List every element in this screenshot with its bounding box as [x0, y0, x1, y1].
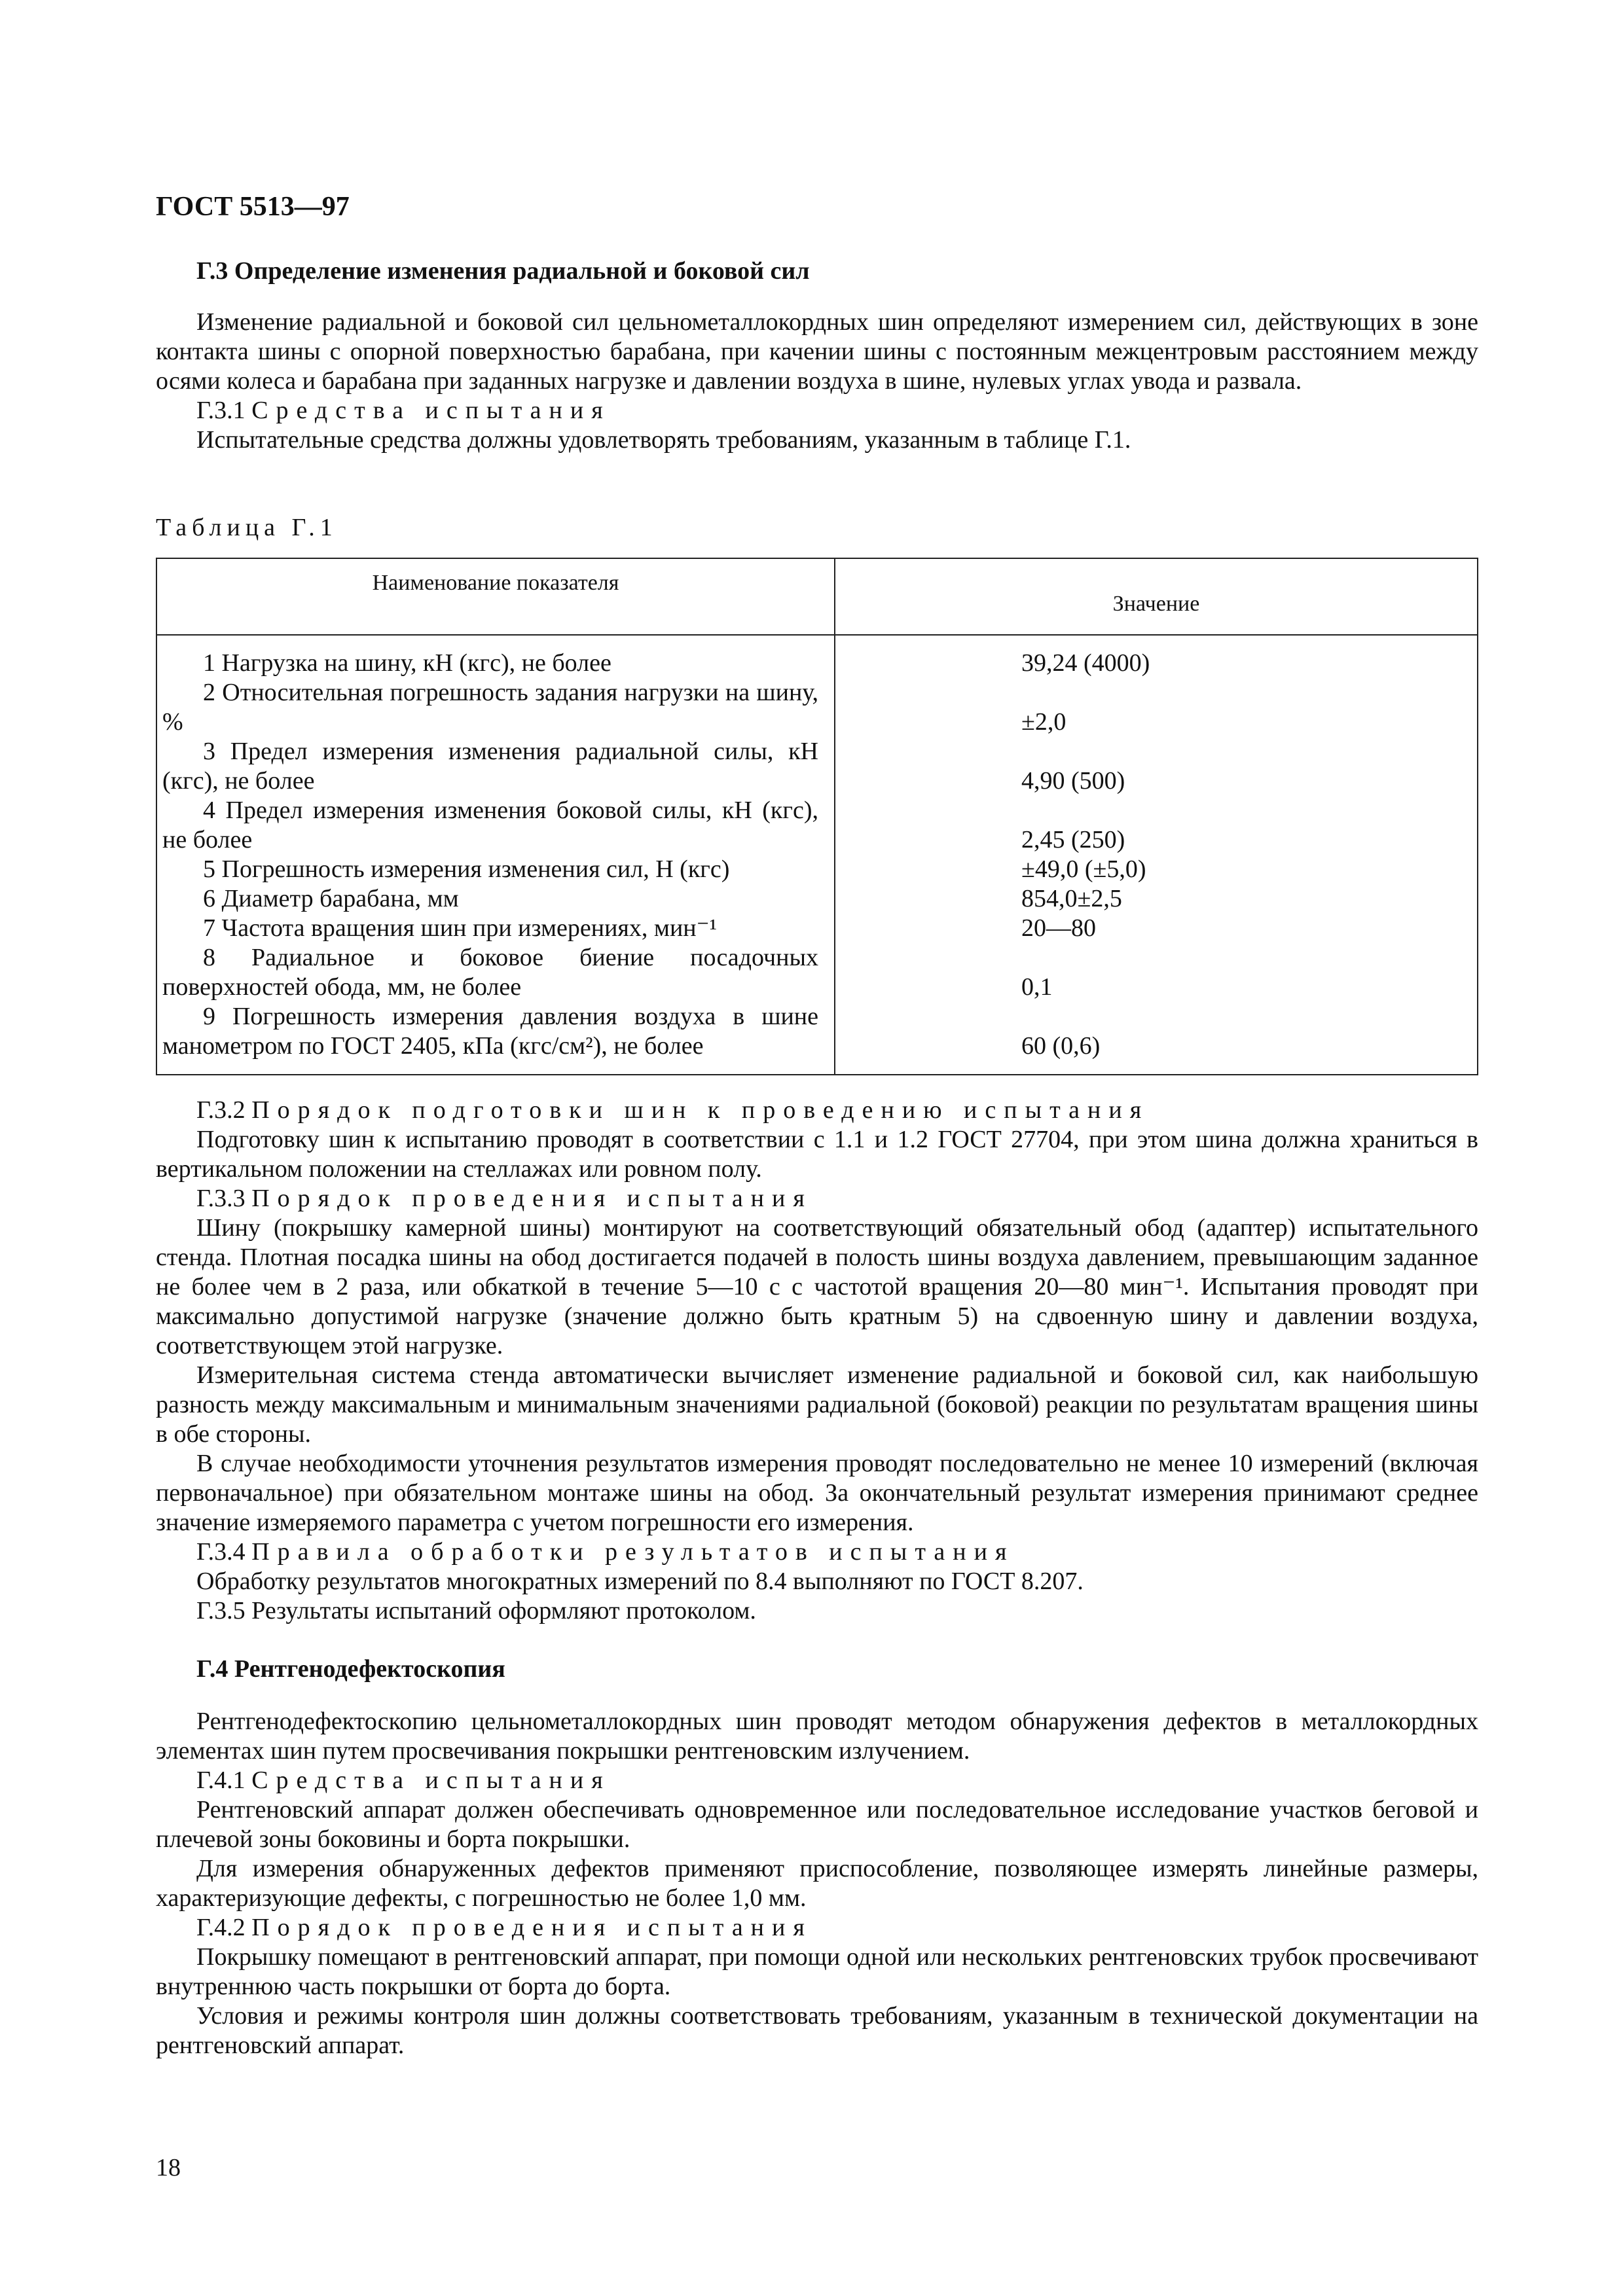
subsection-number: Г.3.1: [196, 397, 246, 424]
row-name: 6 Диаметр барабана, мм: [203, 885, 459, 912]
subsection-heading: [156, 1537, 1478, 1567]
row-name: 5 Погрешность измерения изменения сил, Н (кгс): [203, 855, 730, 883]
paragraph: Шину (покрышку камерной шины) монтируют на соответствующий обязательный обод (адаптер) испытательного стенда. Плотная посадка шины на обод достигается подачей в полость шины воздуха давлением, превышающим заданное не более чем в 2 раза, или обкаткой в течение 5—10 с с частотой вращения 20—80 мин⁻¹. Испытания проводят при максимально допустимой нагрузке (значение должно быть кратным 5) на сдвоенную шину и давлении воздуха, соответствующем этой нагрузке.: [156, 1214, 1478, 1359]
paragraph: Подготовку шин к испытанию проводят в соответствии с 1.1 и 1.2 ГОСТ 27704, при этом шина должна храниться в вертикальном положении на стеллажах или ровном полу.: [156, 1126, 1478, 1183]
table-row: [156, 635, 1478, 678]
subsection-title: Порядок проведения испытания: [251, 1914, 812, 1941]
document-header: ГОСТ 5513—97: [156, 192, 350, 222]
paragraph: Рентгенодефектоскопию цельнометаллокордных шин проводят методом обнаружения дефектов в металлокордных элементах шин путем просвечивания покрышки рентгеновским излучением.: [156, 1708, 1478, 1765]
row-value: 2,45 (250): [835, 796, 1478, 855]
row-value: 0,1: [835, 943, 1478, 1002]
table-row: [156, 737, 1478, 796]
row-name: 1 Нагрузка на шину, кН (кгс), не более: [203, 649, 611, 677]
subsection-title: Порядок проведения испытания: [251, 1185, 812, 1212]
row-value: 20—80: [835, 914, 1478, 943]
section-title-g3: Г.3 Определение изменения радиальной и боковой сил: [196, 257, 810, 285]
subsection-number: Г.3.3: [196, 1185, 246, 1212]
row-value: ±49,0 (±5,0): [835, 855, 1478, 884]
table-header-row: [156, 558, 1478, 635]
row-name: 7 Частота вращения шин при измерениях, мин⁻¹: [203, 914, 718, 942]
subsection-heading: [156, 396, 1478, 425]
row-name: 9 Погрешность измерения давления воздуха в шине манометром по ГОСТ 2405, кПа (кгс/см²), не более: [162, 1003, 818, 1060]
paragraph: Измерительная система стенда автоматически вычисляет изменение радиальной и боковой сил, как наибольшую разность между максимальным и минимальным значениями радиальной (боковой) реакции по результатам вращения шины в обе стороны.: [156, 1361, 1478, 1448]
table-row: [156, 678, 1478, 737]
table-row: [156, 943, 1478, 1002]
specification-table: [156, 558, 1478, 1075]
paragraph: Рентгеновский аппарат должен обеспечивать одновременное или последовательное исследование участков беговой и плечевой зоны боковины и борта покрышки.: [156, 1796, 1478, 1853]
subsection-heading: [156, 1096, 1478, 1125]
section-g3-intro-block: [156, 308, 1478, 455]
table-row: [156, 884, 1478, 914]
section-g3-rest-block: [156, 1096, 1478, 1626]
table-caption: Таблица Г.1: [156, 514, 338, 541]
row-name: 2 Относительная погрешность задания нагрузки на шину, %: [162, 679, 818, 736]
paragraph: Изменение радиальной и боковой сил цельнометаллокордных шин определяют измерением сил, действующих в зоне контакта шины с опорной поверхностью барабана, при качении шины с постоянным межцентровым расстоянием между осями колеса и барабана при заданных нагрузке и давлении воздуха в шине, нулевых углах увода и развала.: [156, 308, 1478, 395]
subsection-title: Порядок подготовки шин к проведению испытания: [251, 1096, 1150, 1124]
subsection-heading: [156, 1913, 1478, 1943]
table-row: [156, 855, 1478, 884]
row-value: 4,90 (500): [835, 737, 1478, 796]
row-name: 4 Предел измерения изменения боковой силы, кН (кгс), не более: [162, 797, 818, 853]
subsection-number: Г.3.4: [196, 1538, 246, 1566]
page-number: 18: [156, 2154, 181, 2181]
paragraph: В случае необходимости уточнения результатов измерения проводят последовательно не менее 10 измерений (включая первоначальное) при обязательном монтаже шины на обод. За окончательный результат измерения принимают среднее значение измеряемого параметра с учетом погрешности его измерения.: [156, 1450, 1478, 1536]
row-name: 8 Радиальное и боковое биение посадочных поверхностей обода, мм, не более: [162, 944, 818, 1001]
row-name: 3 Предел измерения изменения радиальной силы, кН (кгс), не более: [162, 738, 818, 795]
paragraph: Покрышку помещают в рентгеновский аппарат, при помощи одной или нескольких рентгеновских трубок просвечивают внутреннюю часть покрышки от борта до борта.: [156, 1943, 1478, 2000]
section-title-g4: Г.4 Рентгенодефектоскопия: [196, 1655, 505, 1683]
paragraph: Для измерения обнаруженных дефектов применяют приспособление, позволяющее измерять линейные размеры, характеризующие дефекты, с погрешностью не более 1,0 мм.: [156, 1855, 1478, 1912]
row-value: 60 (0,6): [835, 1002, 1478, 1075]
section-g4-block: [156, 1707, 1478, 2060]
table-row: [156, 796, 1478, 855]
subsection-heading: [156, 1184, 1478, 1213]
subsection-number: Г.3.2: [196, 1096, 246, 1124]
row-value: 854,0±2,5: [835, 884, 1478, 914]
paragraph: Г.3.5 Результаты испытаний оформляют протоколом.: [196, 1597, 756, 1624]
paragraph: Условия и режимы контроля шин должны соответствовать требованиям, указанным в технической документации на рентгеновский аппарат.: [156, 2002, 1478, 2059]
table-row: [156, 1002, 1478, 1075]
subsection-title: Средства испытания: [251, 1767, 611, 1794]
subsection-heading: [156, 1766, 1478, 1795]
subsection-number: Г.4.2: [196, 1914, 246, 1941]
column-header-value: Значение: [835, 558, 1478, 635]
row-value: ±2,0: [835, 678, 1478, 737]
paragraph: Обработку результатов многократных измерений по 8.4 выполняют по ГОСТ 8.207.: [196, 1568, 1084, 1595]
subsection-number: Г.4.1: [196, 1767, 246, 1794]
row-value: 39,24 (4000): [835, 635, 1478, 678]
subsection-title: Средства испытания: [251, 397, 611, 424]
paragraph: Испытательные средства должны удовлетворять требованиям, указанным в таблице Г.1.: [196, 426, 1131, 454]
column-header-name: Наименование показателя: [156, 558, 835, 635]
subsection-title: Правила обработки результатов испытания: [251, 1538, 1015, 1566]
table-row: [156, 914, 1478, 943]
